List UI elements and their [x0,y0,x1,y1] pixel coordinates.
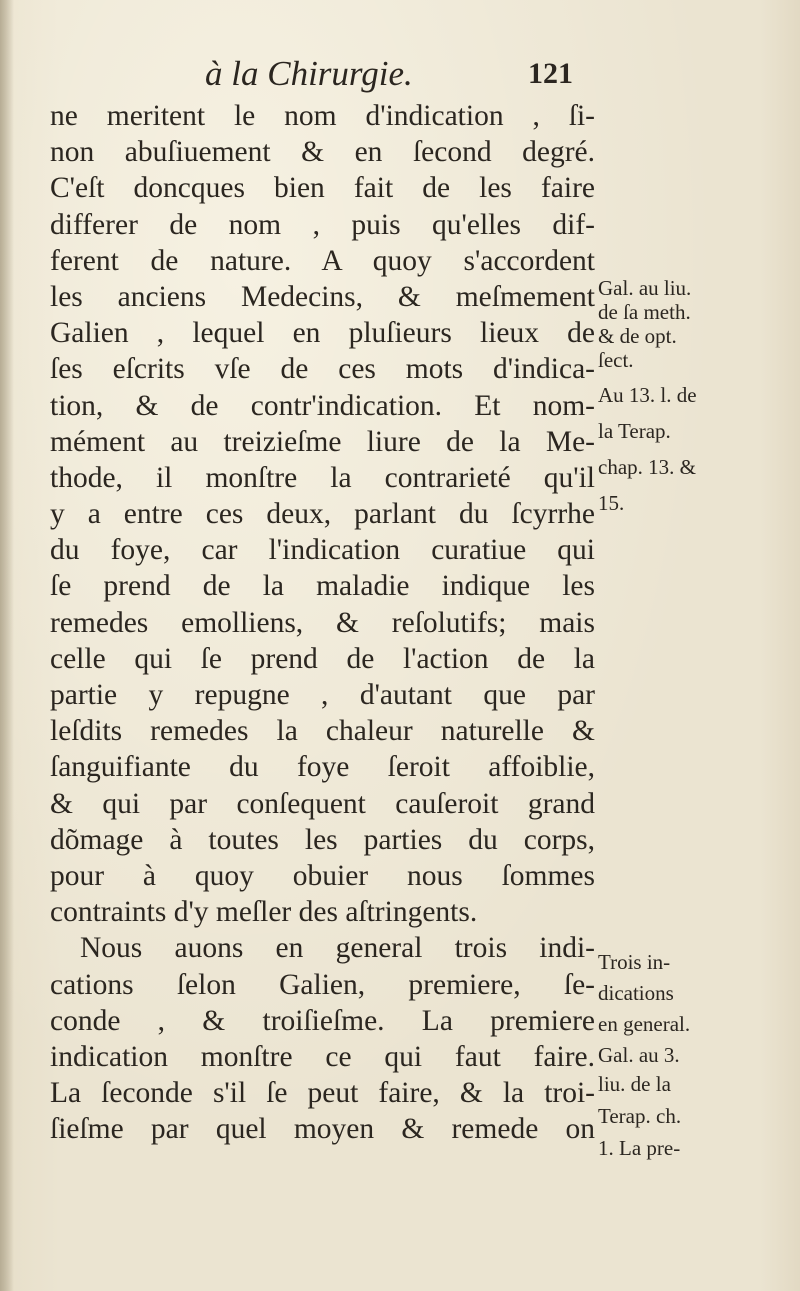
text-line: Galien , lequel en pluſieurs lieux de [50,317,595,350]
text-line: y a entre ces deux, parlant du ſcyrrhe [50,498,595,531]
text-line: leſdits remedes la chaleur naturelle & [50,715,595,748]
text-line: ſanguifiante du foye ſeroit affoiblie, [50,751,595,784]
page-number: 121 [528,57,573,90]
margin-note: 15. [598,491,625,515]
text-line: contraints d'y meſler des aſtringents. [50,896,478,929]
text-line: & qui par conſequent cauſeroit grand [50,787,595,820]
text-line: pour à quoy obuier nous ſommes [50,859,595,892]
text-line: conde , & troiſieſme. La premiere [50,1004,595,1037]
text-line: differer de nom , puis qu'elles dif- [50,208,595,241]
margin-note: en general. [598,1012,691,1036]
text-line: Nous auons en general trois indi- [80,932,595,965]
text-line: ſes eſcrits vſe de ces mots d'indica- [50,353,595,386]
text-line: du foye, car l'indication curatiue qui [50,534,595,567]
margin-note: liu. de la [598,1072,671,1096]
text-line: tion, & de contr'indication. Et nom- [50,389,595,422]
running-title: à la Chirurgie. [205,54,413,93]
page-header [0,52,800,96]
text-line: ſieſme par quel moyen & remede on [50,1113,595,1146]
margin-note: 1. La pre- [598,1136,681,1160]
text-line: les anciens Medecins, & meſmement [50,280,595,313]
text-line: indication monſtre ce qui faut faire. [50,1040,595,1073]
text-line: dõmage à toutes les parties du corps, [50,823,595,856]
text-line: celle qui ſe prend de l'action de la [50,642,595,675]
text-line: remedes emolliens, & reſolutifs; mais [50,606,595,639]
margin-note: la Terap. [598,419,671,443]
text-line: partie y repugne , d'autant que par [50,679,595,711]
text-line: mément au treizieſme liure de la Me- [50,425,595,458]
margin-note: chap. 13. & [598,455,696,479]
text-line: non abuſiuement & en ſecond degré. [50,136,595,169]
margin-note: Trois in- [598,950,671,974]
margin-note: ſect. [598,348,634,372]
text-line: thode, il monſtre la contrarieté qu'il [50,461,595,494]
margin-note: Gal. au liu. [598,276,692,300]
text-line: ne meritent le nom d'indication , ſi- [50,100,595,132]
margin-note: de ſa meth. [598,300,691,324]
text-line: C'eſt doncques bien fait de les faire [50,172,595,205]
margin-note: Gal. au 3. [598,1043,680,1067]
margin-note: dications [598,981,674,1005]
margin-note: & de opt. [598,324,677,348]
text-line: La ſeconde s'il ſe peut faire, & la troi- [50,1077,595,1110]
margin-note: Au 13. l. de [598,383,697,407]
margin-note: Terap. ch. [598,1104,682,1128]
text-line: ſe prend de la maladie indique les [50,570,595,603]
body-text [50,98,595,1147]
text-line: ferent de nature. A quoy s'accordent [50,244,595,277]
text-line: cations ſelon Galien, premiere, ſe- [50,968,595,1001]
